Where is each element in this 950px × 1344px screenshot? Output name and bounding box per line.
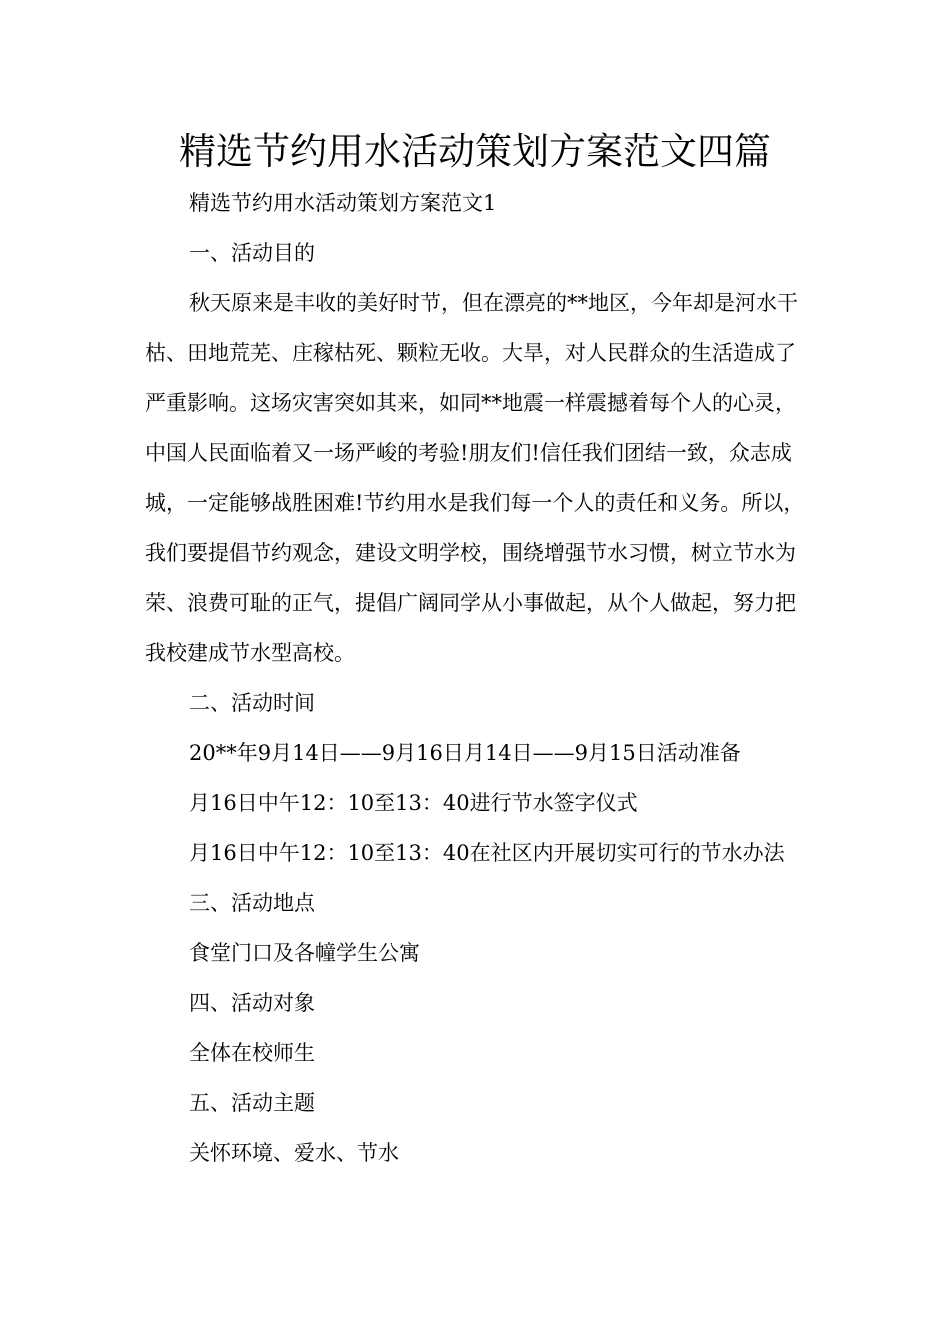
heading-time: 二、活动时间 xyxy=(189,691,315,715)
paragraph-location: 食堂门口及各幢学生公寓 xyxy=(189,941,420,965)
paragraph-time-3: 月16日中午12：10至13：40在社区内开展切实可行的节水办法 xyxy=(189,841,785,865)
section-subtitle: 精选节约用水活动策划方案范文1 xyxy=(189,191,497,215)
heading-theme: 五、活动主题 xyxy=(189,1091,315,1115)
paragraph-audience: 全体在校师生 xyxy=(189,1041,315,1065)
paragraph-purpose: 秋天原来是丰收的美好时节，但在漂亮的**地区，今年却是河水干枯、田地荒芜、庄稼枯死、颗粒无收。大旱，对人民群众的生活造成了严重影响。这场灾害突如其来，如同**地震一样震撼着每个人的心灵，中国人民面临着又一场严峻的考验!朋友们!信任我们团结一致，众志成城，一定能够战胜困难!节约用水是我们每一个人的责任和义务。所以，我们要提倡节约观念，建设文明学校，围绕增强节水习惯，树立节水为荣、浪费可耻的正气，提倡广阔同学从小事做起，从个人做起，努力把我校建成节水型高校。 xyxy=(145,291,805,665)
heading-audience: 四、活动对象 xyxy=(189,991,315,1015)
paragraph-time-2: 月16日中午12：10至13：40进行节水签字仪式 xyxy=(189,791,638,815)
document-body xyxy=(145,178,809,1178)
document-title: 精选节约用水活动策划方案范文四篇 xyxy=(179,130,771,173)
paragraph-theme: 关怀环境、爱水、节水 xyxy=(189,1141,399,1165)
heading-location: 三、活动地点 xyxy=(189,891,315,915)
paragraph-time-1: 20**年9月14日——9月16日月14日——9月15日活动准备 xyxy=(189,741,741,765)
heading-purpose: 一、活动目的 xyxy=(189,241,315,265)
